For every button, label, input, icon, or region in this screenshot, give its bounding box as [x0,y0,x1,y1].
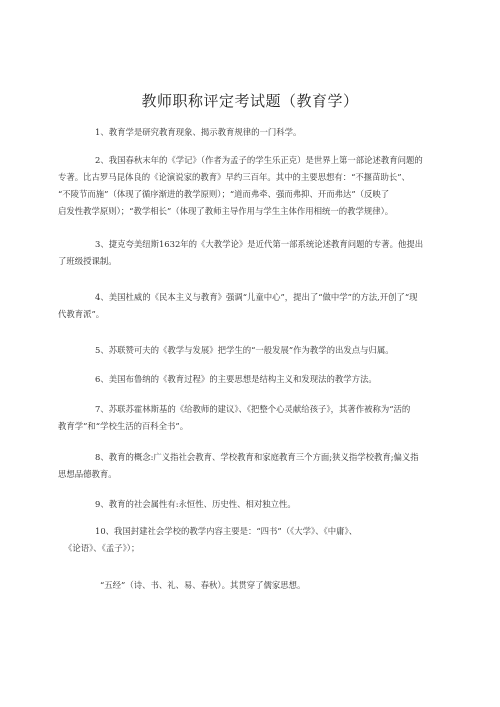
paragraph-line: 代教育派”。 [58,309,105,319]
document-title: 教师职称评定考试题（教育学） [141,92,359,110]
paragraph-line: 7、苏联苏霍林斯基的《给教师的建议》、《把整个心灵献给孩子》，其著作被称为“活的 [95,404,411,414]
paragraph-9 [58,496,448,513]
paragraph-line: 4、美国杜威的《民本主义与教育》强调“儿童中心”，提出了“做中学”的方法,开创了“现 [95,292,418,302]
paragraph-line: 1、教育学是研究教育现象、揭示教育规律的一门科学。 [95,127,302,137]
paragraph-7 [58,401,448,435]
paragraph-line: 思想品德教育。 [58,469,117,479]
paragraph-line: 了班级授课制。 [58,256,117,266]
paragraph-3 [58,236,448,270]
paragraph-line: 8、教育的概念:广义指社会教育、学校教育和家庭教育三个方面;狭义指学校教育;偏义指 [95,452,419,462]
paragraph-4 [58,289,448,323]
paragraph-5 [58,342,448,359]
paragraph-line: 6、美国布鲁纳的《教育过程》的主要思想是结构主义和发现法的教学方法。 [95,374,377,384]
paragraph-line: 5、苏联赞可夫的《教学与发展》把学生的“一般发展”作为教学的出发点与归属。 [95,345,394,355]
paragraph-1 [58,124,448,141]
paragraph-line: 教育学”和“学校生活的百科全书”。 [58,421,189,431]
paragraph-line: 3、捷克夸美纽斯1632年的《大教学论》是近代第一部系统论述教育问题的专著。他提出 [95,239,424,249]
paragraph-11 [58,577,448,594]
paragraph-line: 10、我国封建社会学校的教学内容主要是：“四书”（《大学》、《中庸》、 [95,526,358,536]
paragraph-line: 启发性教学原则）；“教学相长”（体现了教师主导作用与学生主体作用相统一的教学规律）。 [58,206,394,216]
paragraph-8 [58,449,448,483]
paragraph-line: “不陵节而施”（体现了循序渐进的教学原则）；“道而弗牵、强而弗抑、开而弗达”（反映了 [58,189,390,199]
paragraph-line: 专著。比古罗马昆体良的《论演说家的教育》早约三百年。其中的主要思想有：“不揠苗助长”、 [58,172,410,182]
paragraph-line: 2、我国春秋末年的《学记》（作者为孟子的学生乐正克）是世界上第一部论述教育问题的 [95,155,423,165]
paragraph-line: 《论语》、《孟子》）； [64,543,140,553]
paragraph-6 [58,371,448,388]
paragraph-2 [58,152,448,220]
paragraph-line: 9、教育的社会属性有:永恒性、历史性、相对独立性。 [95,499,296,509]
paragraph-10 [58,523,448,557]
paragraph-line: “五经”（诗、书、礼、易、春秋）。其贯穿了儒家思想。 [100,580,306,590]
